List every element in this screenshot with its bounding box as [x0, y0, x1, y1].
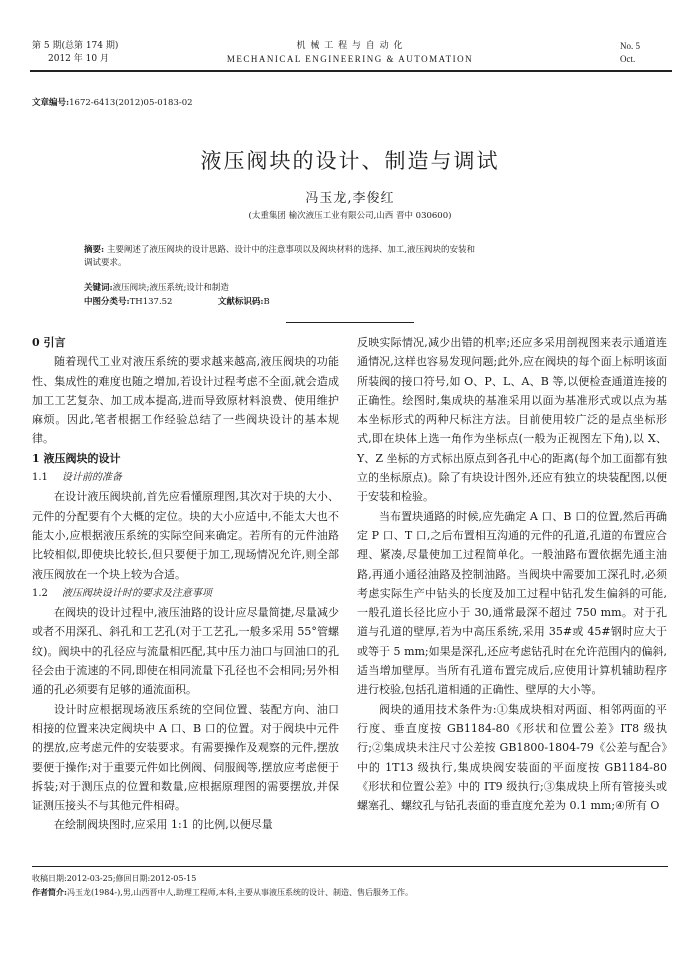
section-heading: 1 液压阀块的设计 — [32, 451, 121, 465]
paragraph: 随着现代工业对液压系统的要求越来越高,液压阀块的功能性、集成性的难度也随之增加,若设计过程考虑不全面,就会造成加工工艺复杂、加工成本提高,进而导致原材料浪费、使用维护麻烦。因此,笔者根据工作经验总结了一些阀块设计的基本规律。 — [32, 355, 339, 446]
page-number: ·183· — [339, 942, 361, 951]
paragraph: 当布置块通路的时候,应先确定 A 口、B 口的位置,然后再确定 P 口、T 口,之后布置相互沟通的元件的孔道,孔道的布置应合理、紧凑,尽量使加工过程简单化。一般油路布置依据先通主油路,再通小通径油路及控制油路。当阀块中需要加工深孔时,必须考虑实际生产中钻头的长度及加工过程中钻孔发生偏斜的可能,一般孔道长径比应小于 30,通常最深不超过 750 mm。对于孔道与孔道的壁厚,若为中高压系统,采用 35#或 45#钢时应大于或等于 5 mm;如果是深孔,还应考虑钻孔时在允许范围内的偏斜,适当增加壁厚。当所有孔道布置完成后,应使用计算机辅助程序进行校验,包括孔道相通的正确性、壁厚的大小等。 — [357, 509, 667, 697]
paragraph: 在阀块的设计过程中,液压油路的设计应尽量简捷,尽量减少或者不用深孔、斜孔和工艺孔(对于工艺孔,一般多采用 55°管螺纹)。阀块中的孔径应与流量相匹配,其中压力油口与回油口的孔径会由于流速的不同,即使在相同流量下孔径也不会相同;另外相通的孔必须要有足够的通流面积。 — [32, 606, 339, 697]
abstract: 摘要: 主要阐述了液压阀块的设计思路、设计中的注意事项以及阀块材料的选择、加工,液压阀块的安装和 调试要求。 — [84, 245, 476, 268]
author-bio: 作者简介:冯玉龙(1984-),男,山西晋中人,助理工程师,本科,主要从事液压系统的设计、制造、售后服务工作。 — [32, 887, 413, 897]
paragraph: 设计时应根据现场液压系统的空间位置、装配方向、油口相接的位置来决定阀块中 A 口、B 口的位置。对于阀块中元件的摆放,应考虑元件的安装要求。有需要操作及观察的元件,摆放要便于操作;对于重要元件如比例阀、伺服阀等,摆放应考虑便于拆装;对于测压点的位置和数量,应根据原理图的需要摆放,并保证测压接头不与其他元件相碍。 — [32, 702, 339, 813]
subsection-heading: 1.1 设计前的准备 — [32, 472, 122, 484]
subsection-heading: 1.2 液压阀块设计时的要求及注意事项 — [32, 587, 212, 599]
left-column — [32, 333, 339, 835]
paragraph: 反映实际情况,减少出错的机率;还应多采用剖视图来表示通道连通情况,这样也容易发现问题;此外,应在阀块的每个面上标明该面所装阀的接口符号,如 O、P、L、A、B 等,以便检查通道连接的正确性。绘图时,集成块的基准采用以面为基准形式或以点为基本坐标形式的两种尺标注方法。目前使用较广泛的是点坐标形式,即在块体上选一角作为坐标点(一般为正视图左下角),以 X、Y、Z 坐标的方式标出原点到各孔中心的距离(每个加工面都有独立的坐标原点)。除了有块设计图外,还应有独立的块装配图,以便于安装和检验。 — [357, 336, 667, 504]
page-title: 液压阀块的设计、制造与调试 — [200, 149, 500, 173]
date-line: 2012 年 10 月 — [48, 54, 109, 64]
paragraph: 在绘制阀块图时,应采用 1:1 的比例,以便尽量 — [54, 818, 273, 832]
issue-month: Oct. — [620, 54, 636, 64]
authors: 冯玉龙,李俊红 — [305, 191, 395, 206]
abstract-rule — [286, 322, 414, 323]
section-heading: 0 引言 — [32, 336, 66, 349]
classification: 中图分类号:TH137.52 文献标识码:B — [84, 297, 270, 307]
journal-title-en: MECHANICAL ENGINEERING & AUTOMATION — [226, 54, 474, 64]
right-column — [357, 333, 667, 815]
received-date: 收稿日期:2012-03-25;修回日期:2012-05-15 — [32, 874, 197, 883]
article-number: 文章编号:1672-6413(2012)05-0183-02 — [32, 98, 193, 108]
issue-line: 第 5 期(总第 174 期) — [32, 41, 119, 51]
paragraph: 在设计液压阀块前,首先应看懂原理图,其次对于块的大小、元件的分配要有个大概的定位。块的大小应适中,不能太大也不能太小,应根据液压系统的实际空间来确定。若所有的元件油路比较相似,即使块比较长,但只要便于加工,现场情况允许,则全部液压阀放在一个块上较为合适。 — [32, 490, 339, 581]
keywords: 关键词:液压阀块;液压系统;设计和制造 — [84, 283, 229, 293]
footer-rule — [32, 866, 668, 867]
issue-number: No. 5 — [620, 41, 640, 51]
header-rule — [30, 70, 672, 72]
affiliation: (太重集团 榆次液压工业有限公司,山西 晋中 030600) — [248, 211, 452, 221]
paragraph: 阀块的通用技术条件为:①集成块相对两面、相邻两面的平行度、垂直度按 GB1184-80《形状和位置公差》IT8 级执行;②集成块未注尺寸公差按 GB1800-1804-79《公差与配合》中的 1T13 级执行,集成块阀安装面的平面度按 GB1184-80《形状和位置公差》中的 IT9 级执行;③集成块上所有管接头或螺塞孔、螺纹孔与钻孔表面的垂直度允差为 0.1 mm;④所有 O — [357, 702, 667, 813]
journal-title-cn: 机 械 工 程 与 自 动 化 — [296, 41, 404, 51]
